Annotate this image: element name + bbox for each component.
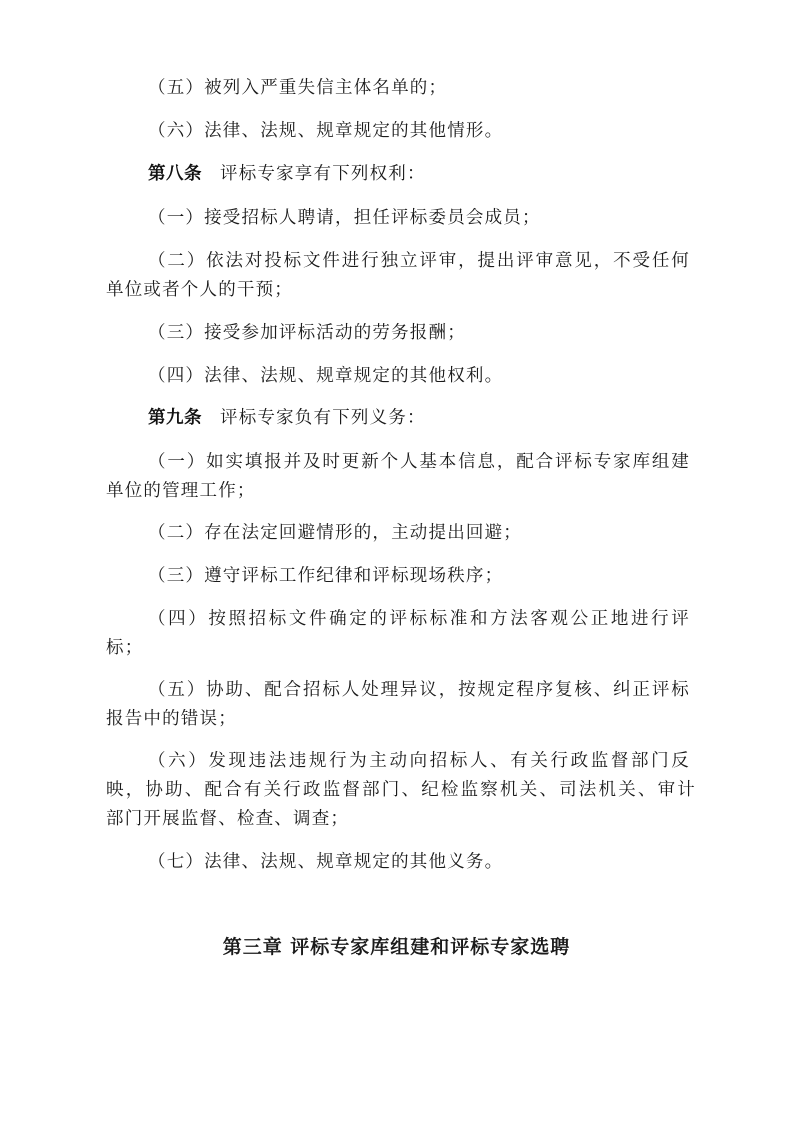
article9-item4-line1: （四）按照招标文件确定的评标标准和方法客观公正地进行评 [148, 609, 690, 629]
article9-item4-line2: 标； [106, 638, 144, 658]
article8-item1: （一）接受招标人聘请，担任评标委员会成员； [148, 208, 541, 228]
article9-item7: （七）法律、法规、规章规定的其他义务。 [148, 852, 504, 872]
article7-item5: （五）被列入严重失信主体名单的； [148, 78, 448, 98]
article9-item3: （三）遵守评标工作纪律和评标现场秩序； [148, 566, 504, 586]
chapter3-title: 第三章 评标专家库组建和评标专家选聘 [222, 936, 571, 958]
article9-item1-line2: 单位的管理工作； [106, 481, 256, 501]
article8-item2-line1: （二）依法对投标文件进行独立评审，提出评审意见，不受任何 [148, 251, 690, 271]
article8-item2-line2: 单位或者个人的干预； [106, 280, 293, 300]
article8-item3: （三）接受参加评标活动的劳务报酬； [148, 323, 466, 343]
article9-item5-line1: （五）协助、配合招标人处理异议，按规定程序复核、纠正评标 [148, 680, 690, 700]
article8-label: 第八条 [148, 164, 202, 184]
article7-item6: （六）法律、法规、规章规定的其他情形。 [148, 121, 504, 141]
article9-item2: （二）存在法定回避情形的，主动提出回避； [148, 523, 522, 543]
article8-heading [148, 164, 738, 184]
article9-label: 第九条 [148, 408, 202, 428]
article9-item6-line2: 映，协助、配合有关行政监督部门、纪检监察机关、司法机关、审计 [106, 780, 696, 800]
article9-item1-line1: （一）如实填报并及时更新个人基本信息，配合评标专家库组建 [148, 452, 690, 472]
article8-item4: （四）法律、法规、规章规定的其他权利。 [148, 366, 504, 386]
article8-intro: 评标专家享有下列权利： [220, 164, 426, 184]
article9-heading [148, 408, 738, 428]
article9-intro: 评标专家负有下列义务： [220, 408, 426, 428]
article9-item6-line3: 部门开展监督、检查、调查； [106, 809, 350, 829]
article9-item5-line2: 报告中的错误； [106, 709, 237, 729]
article9-item6-line1: （六）发现违法违规行为主动向招标人、有关行政监督部门反 [148, 751, 690, 771]
